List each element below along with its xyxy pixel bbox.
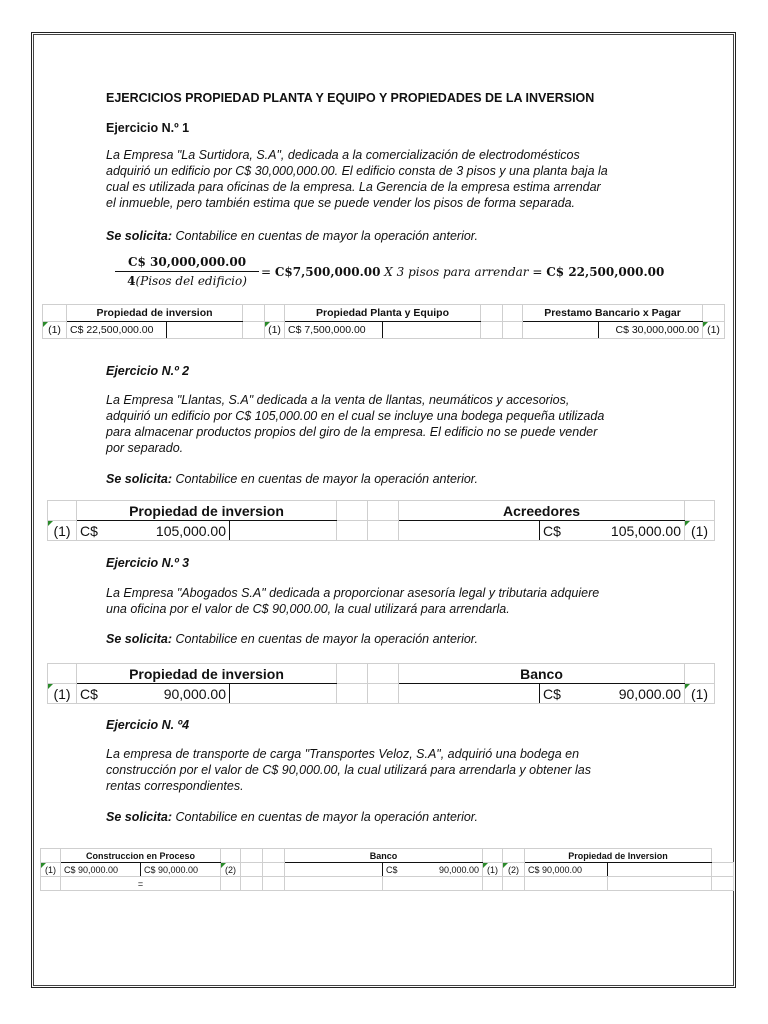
entry-marker: (1) [265,322,285,339]
ex4-paragraph [106,746,666,794]
credit-cell: C$ 90,000.00 [383,863,483,877]
ex4-line: rentas correspondientes. [106,779,244,793]
solicita-label: Se solicita: [106,229,172,243]
formula-result: = C$7,500,000.00 X 3 pisos para arrendar = C$ 22,500,000.00 [261,265,665,279]
entry-marker: (2) [503,863,525,877]
ledger-header: Propiedad de inversion [77,664,337,684]
ledger-header: Propiedad de inversion [77,501,337,521]
ledger-header: Construccion en Proceso [61,849,221,863]
entry-marker: (1) [685,684,715,704]
debit-cell: C$ 22,500,000.00 [67,322,167,339]
ex1-line: adquirió un edificio por C$ 30,000,000.00. El edificio consta de 3 pisos y una planta baja la [106,164,608,178]
debit-cell: C$ 90,000.00 [61,863,141,877]
ledger-header: Prestamo Bancario x Pagar [523,305,703,322]
credit-cell: C$ 30,000,000.00 [599,322,703,339]
ex2-line: para almacenar productos propios del giro de la empresa. El edificio no se puede vender [106,425,598,439]
ex3-line: una oficina por el valor de C$ 90,000.00, la cual utilizará para arrendarla. [106,602,510,616]
ex1-line: el inmueble, pero también estima que se puede vender los pisos de forma separada. [106,196,576,210]
ex2-line: La Empresa "Llantas, S.A" dedicada a la venta de llantas, neumáticos y accesorios, [106,393,570,407]
entry-marker: (1) [48,521,77,541]
debit-cell: C$ 7,500,000.00 [285,322,383,339]
ex2-ledger-table [47,500,715,541]
entry-marker: (1) [48,684,77,704]
ex4-ledger-table [40,848,734,891]
ex1-ledger-table [42,304,725,339]
ex3-paragraph [106,585,666,617]
ex4-line: construcción por el valor de C$ 90,000.00, la cual utilizará para arrendarla y obtener las [106,763,591,777]
credit-cell: C$ 90,000.00 [141,863,221,877]
ex2-solicita: Se solicita: Contabilice en cuentas de mayor la operación anterior. [106,472,478,486]
entry-marker: (1) [43,322,67,339]
ex2-line: por separado. [106,441,184,455]
credit-cell: C$ 90,000.00 [540,684,685,704]
ex1-solicita [106,229,666,243]
ex1-line: La Empresa "La Surtidora, S.A", dedicada a la comercialización de electrodomésticos [106,148,580,162]
entry-marker: (2) [221,863,241,877]
ledger-header: Propiedad Planta y Equipo [285,305,481,322]
ex4-solicita: Se solicita: Contabilice en cuentas de mayor la operación anterior. [106,810,478,824]
debit-cell: C$ 90,000.00 [525,863,608,877]
ex1-line: cual es utilizada para oficinas de la empresa. La Gerencia de la empresa estima arrendar [106,180,601,194]
ex2-line: adquirió un edificio por C$ 105,000.00 en el cual se incluye una bodega pequeña utilizada [106,409,605,423]
ex3-solicita: Se solicita: Contabilice en cuentas de mayor la operación anterior. [106,632,478,646]
entry-marker: (1) [703,322,725,339]
ledger-header: Acreedores [399,501,685,521]
ex3-ledger-table [47,663,715,704]
credit-cell: C$ 105,000.00 [540,521,685,541]
ex1-paragraph [106,147,666,211]
ledger-header: Banco [285,849,483,863]
formula-fraction [115,255,259,288]
ex2-heading: Ejercicio N.º 2 [106,364,190,378]
debit-cell: C$ 90,000.00 [77,684,230,704]
entry-marker: (1) [41,863,61,877]
solicita-text: Contabilice en cuentas de mayor la operación anterior. [172,229,478,243]
formula-numerator: C$ 30,000,000.00 [115,255,259,272]
document-title: EJERCICIOS PROPIEDAD PLANTA Y EQUIPO Y PROPIEDADES DE LA INVERSION [106,91,595,105]
entry-marker: (1) [685,521,715,541]
ex4-heading: Ejercicio N. º4 [106,718,190,732]
ledger-header: Propiedad de Inversion [525,849,712,863]
debit-cell: C$ 105,000.00 [77,521,230,541]
entry-marker: (1) [483,863,503,877]
equals-mark: = [61,877,221,891]
ex3-heading: Ejercicio N.º 3 [106,556,190,570]
ex2-paragraph [106,392,666,456]
ex1-formula [115,255,675,295]
ex3-line: La Empresa "Abogados S.A" dedicada a proporcionar asesoría legal y tributaria adquiere [106,586,600,600]
ledger-header: Banco [399,664,685,684]
ex4-line: La empresa de transporte de carga "Transportes Veloz, S.A", adquirió una bodega en [106,747,580,761]
ledger-header: Propiedad de inversion [67,305,243,322]
ex1-heading: Ejercicio N.º 1 [106,121,190,135]
formula-denominator: 4(Pisos del edificio) [127,274,247,288]
